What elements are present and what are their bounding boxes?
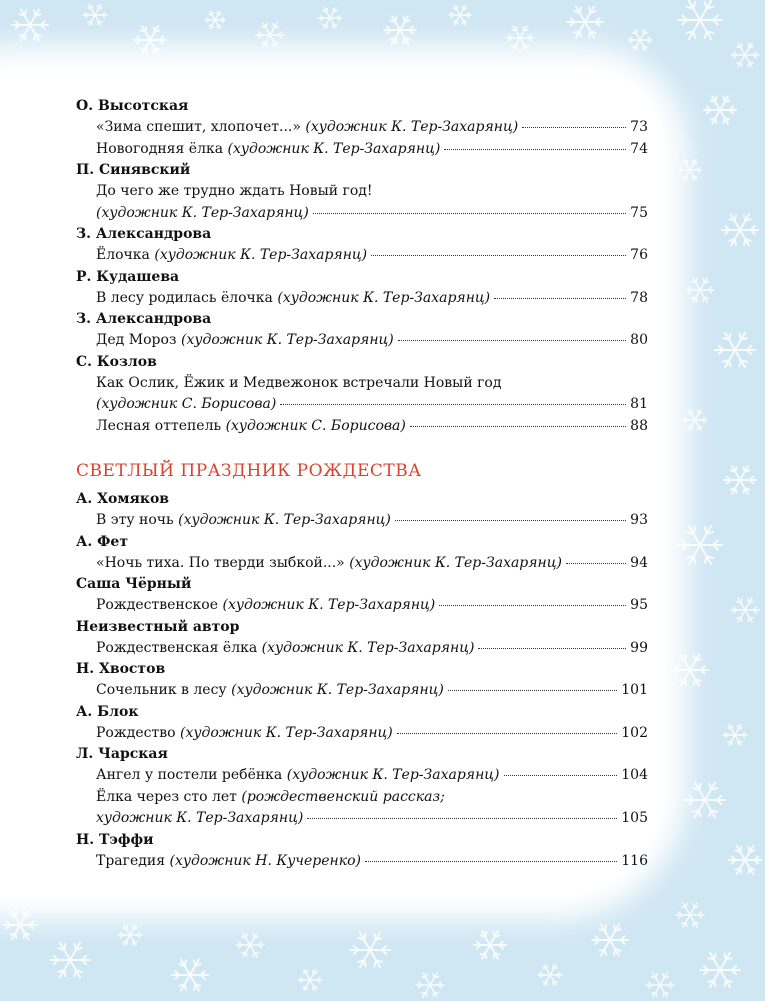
dot-leader [365,861,617,862]
page-number: 80 [630,332,648,348]
snowflake-icon [686,278,714,302]
snowflake-icon [567,6,603,37]
section-heading: СВЕТЛЫЙ ПРАЗДНИК РОЖДЕСТВА [76,461,422,481]
entry-title [96,553,562,575]
snowflake-icon [685,783,725,818]
toc-entry[interactable] [96,787,648,809]
work-title: В эту ночь [96,512,179,528]
work-title: Рождественское [96,597,223,613]
work-title: Дед Мороз [96,332,181,348]
page-number: 75 [630,204,648,221]
snowflake-icon [298,970,322,991]
illustrator-credit: (художник Н. Кучеренко) [169,852,362,869]
illustrator-credit: (художник К. Тер-Захарянц) [179,724,393,741]
entry-title [96,375,501,391]
toc-entry[interactable] [96,139,648,161]
page-number: 105 [621,810,648,826]
snowflake-icon [538,965,562,986]
snowflake-icon [678,160,702,181]
page-number: 99 [630,639,648,656]
toc-entry[interactable] [96,765,648,787]
work-title: Рождественская ёлка [96,639,262,656]
snowflake-icon [678,526,722,564]
entry-title [96,330,394,352]
toc-entry[interactable] [96,245,648,267]
toc-entry[interactable] [96,203,648,225]
snowflake-icon [731,43,759,67]
toc-entry[interactable] [96,510,648,532]
snowflake-icon [646,973,674,997]
author-name: Саша Чёрный [76,576,192,592]
illustrator-credit: (художник К. Тер-Захарянц) [154,247,368,263]
illustrator-credit: (художник К. Тер-Захарянц) [96,204,309,221]
dot-leader [439,605,626,606]
illustrator-credit: (художник К. Тер-Захарянц) [277,289,491,306]
snowflake-icon [724,466,756,494]
author-name: Н. Тэффи [76,831,154,848]
illustrator-credit: (художник С. Борисова) [225,417,406,434]
illustrator-credit: (рождественский рассказ; [241,788,445,805]
snowflake-icon [350,933,390,968]
illustrator-credit: (художник К. Тер-Захарянц) [178,512,391,528]
work-title: До чего же трудно ждать Новый год! [96,183,373,199]
entry-title [96,416,406,438]
snowflake-icon [118,925,142,946]
work-title: Новогодняя ёлка [96,140,228,157]
snowflake-icon [506,26,534,50]
dot-leader [313,213,626,214]
dot-leader [448,690,617,691]
toc-entry[interactable] [96,117,648,139]
snowflake-icon [474,931,506,959]
table-of-contents [76,96,648,872]
entry-title [96,789,445,805]
page-number: 74 [630,140,648,157]
dot-leader [522,127,626,128]
snowflake-icon [731,598,759,622]
toc-entry[interactable] [96,638,648,660]
snowflake-icon [256,23,284,47]
page-number: 93 [630,512,648,528]
snowflake-icon [236,933,264,957]
page-number: 76 [630,247,648,263]
entry-title [96,851,361,873]
dot-leader [395,520,626,521]
snowflake-icon [700,953,740,988]
author-name: П. Синявский [76,162,191,178]
dot-leader [566,563,626,564]
page-number: 73 [630,119,648,135]
entry-title [96,245,367,267]
entry-title [96,808,303,830]
illustrator-credit: (художник К. Тер-Захарянц) [231,682,444,698]
toc-entry[interactable] [96,394,648,416]
toc-entry[interactable] [96,553,648,575]
illustrator-credit: (художник К. Тер-Захарянц) [222,597,436,613]
work-title: В лесу родилась ёлочка [96,289,278,306]
work-title: «Зима спешит, хлопочет...» [96,119,306,135]
work-title: Рождество [96,724,180,741]
page-number: 94 [630,554,648,571]
dot-leader [478,648,626,649]
page-number: 104 [621,767,648,783]
entry-title [96,139,440,161]
toc-entry[interactable] [96,851,648,873]
entry-title [96,203,309,225]
entry-title [96,765,500,787]
snowflake-icon [676,903,704,927]
snowflake-icon [384,16,416,44]
entry-title [96,595,435,617]
dot-leader [504,775,618,776]
page-number: 88 [630,417,648,434]
toc-entry[interactable] [96,723,648,745]
author-name: А. Фет [76,533,129,550]
author-name: А. Хомяков [76,491,170,507]
illustrator-credit: (художник К. Тер-Захарянц) [261,639,475,656]
dot-leader [397,733,617,734]
snowflake-icon [12,9,48,40]
toc-entry[interactable] [96,288,648,310]
author-name: Неизвестный автор [76,618,240,635]
dot-leader [494,298,626,299]
snowflake-icon [592,924,628,955]
toc-entry[interactable] [96,181,648,203]
snowflake-icon [723,725,747,746]
entry-title [96,680,444,702]
entry-title [96,510,391,532]
entry-title [96,183,373,199]
snowflake-icon [449,6,471,25]
toc-entry[interactable] [96,595,648,617]
illustrator-credit: (художник К. Тер-Захарянц) [349,554,562,571]
work-title: Трагедия [96,852,170,869]
page-number: 78 [630,289,648,306]
snowflake-icon [628,30,652,51]
work-title: Как Ослик, Ёжик и Медвежонок встречали Новый год [96,374,502,391]
illustrator-credit: (художник С. Борисова) [96,396,277,412]
page-number: 102 [621,724,648,741]
illustrator-credit: (художник К. Тер-Захарянц) [227,140,441,157]
toc-group-christmas [76,489,648,872]
entry-title [96,723,393,745]
snowflake-icon [715,333,755,368]
work-title: Ангел у постели ребёнка [96,767,287,783]
snowflake-icon [722,214,758,245]
page-number: 116 [621,852,648,869]
toc-entry[interactable] [96,808,648,830]
dot-leader [307,818,617,819]
work-title: Ёлочка [96,247,155,263]
author-name: Л. Чарская [76,746,168,762]
snowflake-icon [318,8,342,29]
entry-title [96,117,518,139]
snowflake-icon [683,410,707,431]
snowflake-icon [672,654,708,685]
snowflake-icon [134,26,166,54]
toc-entry[interactable] [96,330,648,352]
work-title: Сочельник в лесу [96,682,232,698]
illustrator-credit: художник К. Тер-Захарянц) [96,810,304,826]
dot-leader [444,149,626,150]
illustrator-credit: (художник К. Тер-Захарянц) [180,332,394,348]
dot-leader [398,340,626,341]
author-name: А. Блок [76,703,139,720]
snowflake-icon [83,5,107,26]
entry-title [96,288,490,310]
snowflake-icon [416,973,444,997]
illustrator-credit: (художник К. Тер-Захарянц) [286,767,500,783]
entry-title [96,638,474,660]
author-name: С. Козлов [76,353,157,370]
snowflake-icon [4,911,36,939]
snowflake-icon [50,943,90,978]
toc-entry[interactable] [96,416,648,438]
page-number: 101 [621,682,648,698]
dot-leader [410,426,626,427]
author-name: Р. Кудашева [76,268,180,285]
snowflake-icon [678,1,722,39]
snowflake-icon [729,846,761,874]
page-number: 95 [630,597,648,613]
toc-entry[interactable] [96,680,648,702]
toc-entry[interactable] [96,373,648,395]
snowflake-icon [704,96,736,124]
toc-group-winter [76,96,648,437]
dot-leader [280,404,626,405]
work-title: Лесная оттепель [96,417,226,434]
snowflake-icon [172,959,208,990]
work-title: «Ночь тиха. По тверди зыбкой...» [96,554,350,571]
author-name: З. Александрова [76,226,212,242]
page-number: 81 [630,396,648,412]
snowflake-icon [205,11,225,28]
author-name: О. Высотская [76,98,189,114]
entry-title [96,394,276,416]
work-title: Ёлка через сто лет [96,788,242,805]
author-name: Н. Хвостов [76,661,166,677]
illustrator-credit: (художник К. Тер-Захарянц) [305,119,519,135]
dot-leader [371,255,626,256]
author-name: З. Александрова [76,311,212,327]
